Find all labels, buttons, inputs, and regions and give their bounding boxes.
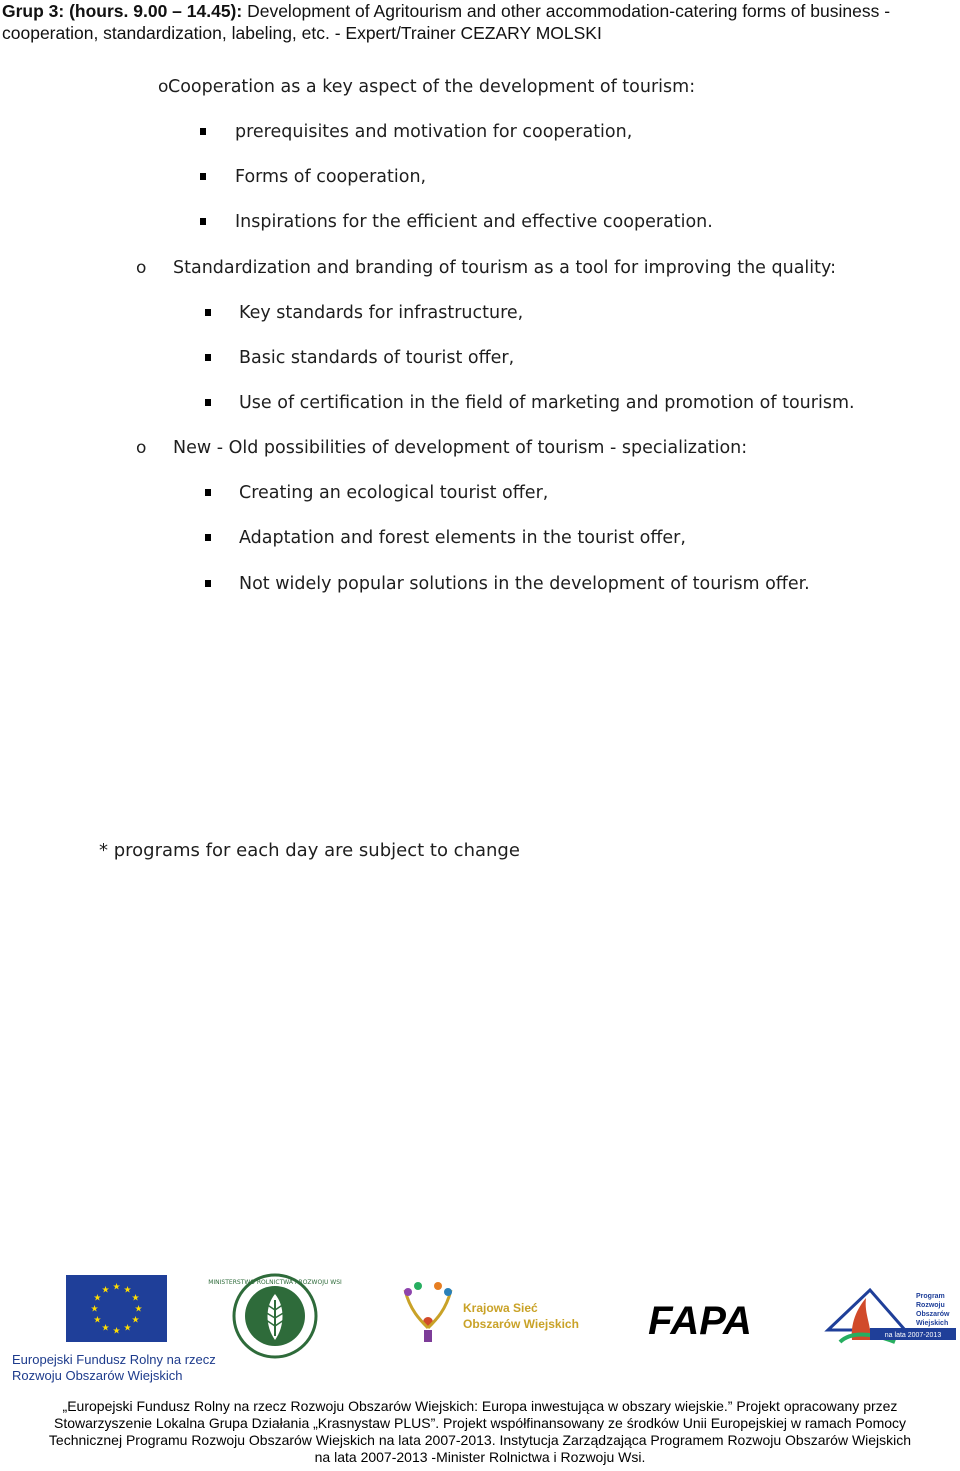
section-title: Cooperation as a key aspect of the development of tourism: — [168, 77, 696, 97]
star-icon: ★ — [93, 1293, 102, 1304]
ksow-line2: Obszarów Wiejskich — [463, 1317, 579, 1331]
square-bullet-icon — [200, 173, 206, 180]
ministry-seal-text: MINISTERSTWO ROLNICTWA I ROZWOJU WSI — [208, 1279, 342, 1286]
star-icon: ★ — [101, 1323, 110, 1334]
square-bullet-icon — [205, 399, 211, 406]
square-bullet-icon — [205, 580, 211, 587]
star-icon: ★ — [131, 1293, 140, 1304]
prow-logo — [828, 1290, 956, 1342]
list-item-text: Adaptation and forest elements in the tourist offer, — [239, 528, 686, 548]
square-bullet-icon — [205, 309, 211, 316]
star-icon: ★ — [112, 1282, 121, 1293]
ministry-seal-logo — [208, 1275, 342, 1357]
circle-bullet-icon: o — [136, 258, 147, 278]
star-icon: ★ — [134, 1304, 143, 1315]
footer-line: „Europejski Fundusz Rolny na rzecz Rozwoju Obszarów Wiejskich: Europa inwestująca w obszary wiejskie.” Projekt opracowany przez — [62, 1398, 898, 1414]
star-icon: ★ — [112, 1326, 121, 1337]
circle-bullet-icon: o — [158, 77, 169, 97]
list-item-text: prerequisites and motivation for cooperation, — [235, 122, 633, 142]
star-icon: ★ — [101, 1285, 110, 1296]
list-item-text: Creating an ecological tourist offer, — [239, 483, 549, 503]
ksow-logo — [404, 1282, 579, 1342]
prow-line-1: Program — [916, 1293, 945, 1300]
ksow-line1: Krajowa Sieć — [463, 1301, 538, 1315]
prow-line-3: Obszarów — [916, 1311, 950, 1318]
header-title: Development of Agritourism and other accommodation-catering forms of business - cooperation, standardization, labeling, etc. - Expert/Trainer CEZARY MOLSKI — [2, 1, 891, 43]
star-icon: ★ — [123, 1323, 132, 1334]
footer — [0, 1398, 960, 1466]
square-bullet-icon — [200, 128, 206, 135]
square-bullet-icon — [200, 218, 206, 225]
footer-line: Stowarzyszenie Lokalna Grupa Działania „Krasnystaw PLUS”. Projekt współfinansowany ze środków Unii Europejskiej w ramach Pomocy — [53, 1415, 907, 1431]
fapa-logo — [648, 1292, 752, 1343]
list-item-text: Basic standards of tourist offer, — [239, 348, 515, 368]
document-header — [2, 0, 952, 44]
square-bullet-icon — [205, 534, 211, 541]
schedule-note: * programs for each day are subject to change — [99, 840, 520, 861]
section-title: Standardization and branding of tourism as a tool for improving the quality: — [173, 258, 836, 278]
list-item-text: Key standards for infrastructure, — [239, 303, 524, 323]
section-title: New - Old possibilities of development of tourism - specialization: — [173, 438, 748, 458]
list-item-text: Not widely popular solutions in the development of tourism offer. — [239, 574, 810, 594]
list-item-text: Forms of cooperation, — [235, 167, 427, 187]
star-icon: ★ — [131, 1315, 140, 1326]
star-icon: ★ — [90, 1304, 99, 1315]
eu-flag-logo — [66, 1275, 167, 1342]
group-label: Grup 3: (hours. 9.00 – 14.45): — [2, 1, 243, 21]
footer-line: na lata 2007-2013 -Minister Rolnictwa i Rozwoju Wsi. — [314, 1449, 646, 1465]
list-item-text: Inspirations for the efficient and effective cooperation. — [235, 212, 713, 232]
eu-fund-label: Europejski Fundusz Rolny na rzecz Rozwoju Obszarów Wiejskich — [12, 1352, 216, 1383]
prow-line-4: Wiejskich — [916, 1320, 949, 1327]
square-bullet-icon — [205, 354, 211, 361]
fapa-text: FAPA — [648, 1299, 752, 1343]
circle-bullet-icon: o — [136, 438, 147, 458]
star-icon: ★ — [123, 1285, 132, 1296]
prow-line-5: na lata 2007-2013 — [884, 1332, 942, 1339]
star-icon: ★ — [93, 1315, 102, 1326]
list-item-text: Use of certification in the field of marketing and promotion of tourism. — [239, 393, 855, 413]
square-bullet-icon — [205, 489, 211, 496]
footer-line: Technicznej Programu Rozwoju Obszarów Wiejskich na lata 2007-2013. Instytucja Zarządzająca Programem Rozwoju Obszarów Wiejskich — [48, 1432, 912, 1448]
prow-line-2: Rozwoju — [916, 1302, 945, 1309]
